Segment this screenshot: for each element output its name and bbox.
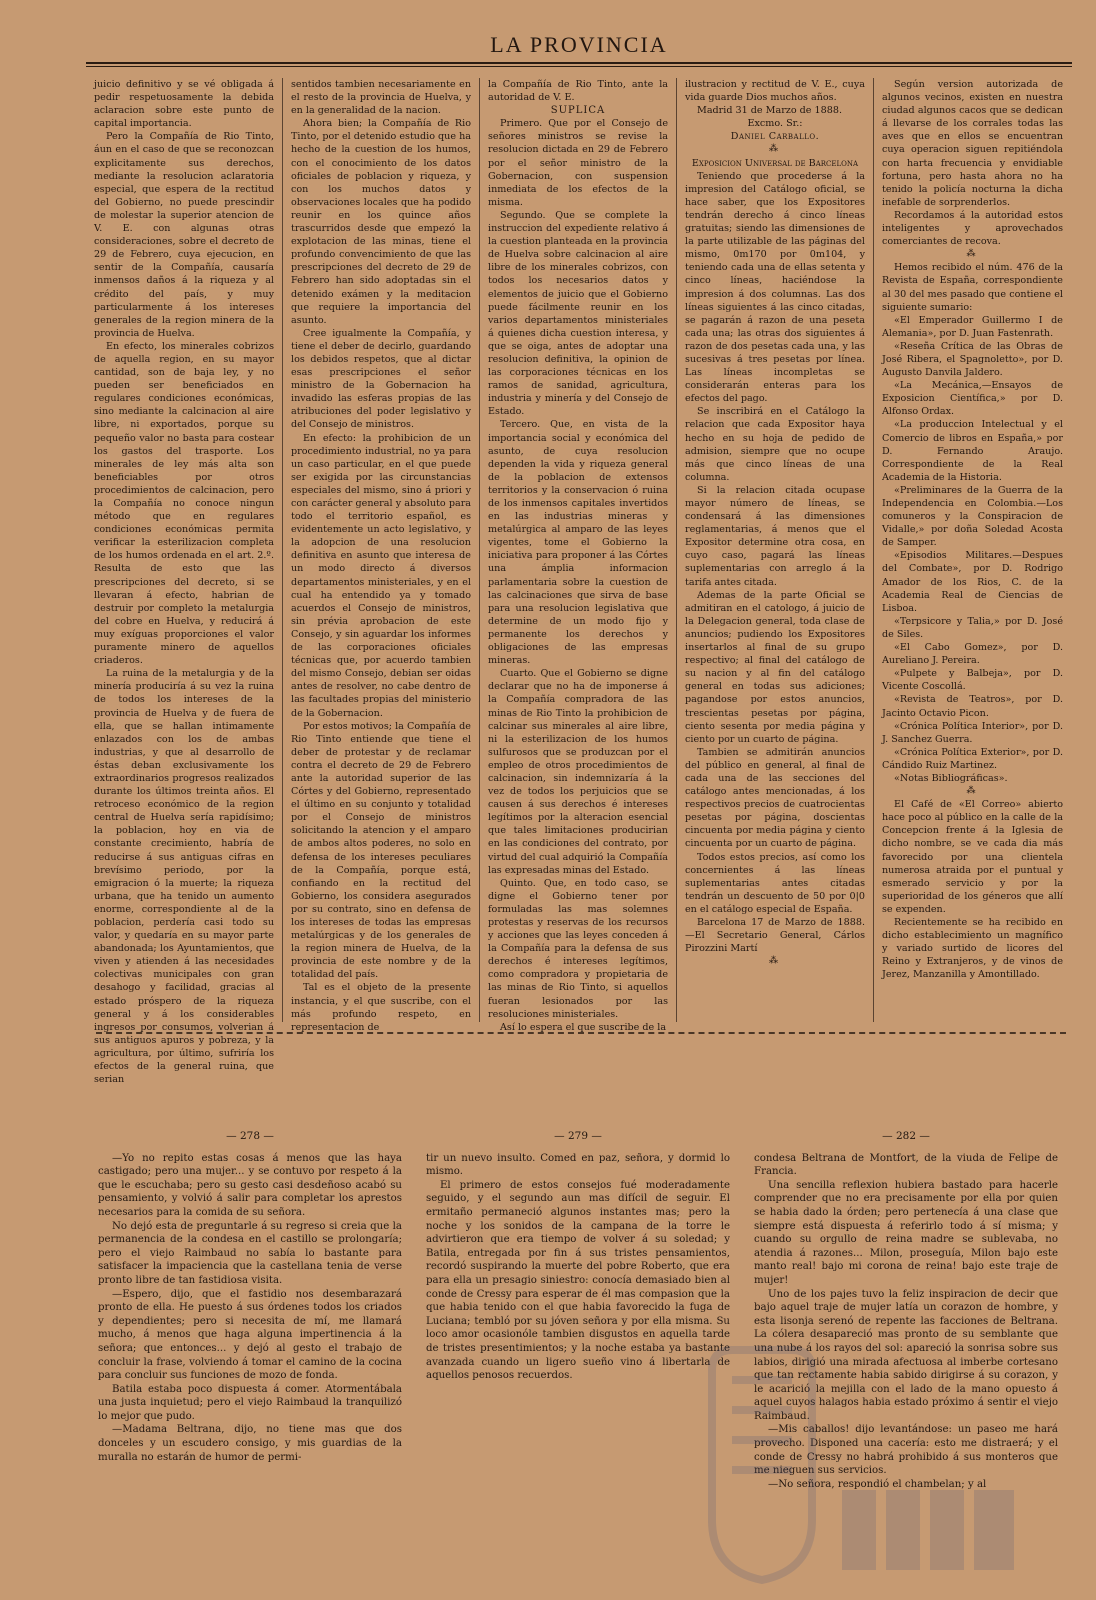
paragraph: Todos estos precios, así como los concernientes á las líneas suplementarias antes citadas tendrán un descuento de 50 por 0|0 en el catálogo especial de España.	[685, 851, 865, 915]
page-number: — 278 —	[226, 1130, 274, 1142]
list-item: «Terpsicore y Talia,» por D. José de Siles.	[882, 615, 1063, 640]
paragraph: Ademas de la parte Oficial se admitiran en el catologo, á juicio de la Delegacion general, toda clase de anuncios; pudiendo los Expositores insertarlos al final de su grupo respectivo; al final del catálogo de su nacion y al fin del catálogo general en todas sus adiciones; pagandose por estos anuncios, trescientas pesetas por página, ciento sesenta por media página y ciento por un cuarto de página.	[685, 589, 865, 745]
paragraph: Si la relacion citada ocupase mayor número de líneas, se condensará á las dimensiones reglamentarias, á menos que el Expositor determine otra cosa, en cuyo caso, pagará las líneas suplementarias con arreglo á la tarifa antes citada.	[685, 484, 865, 588]
salutation: Excmo. Sr.:	[747, 118, 803, 130]
column-2	[283, 78, 480, 1033]
masthead	[86, 30, 1072, 66]
paragraph: —Mis caballos! dijo levantándose: un paseo me hará provecho. Disponed una cacería: esto me distraerá; y el conde de Cressy no habrá prohibido á sus monteros que me nieguen sus servicios.	[754, 1424, 1058, 1477]
paragraph: Recientemente se ha recibido en dicho establecimiento un magnífico y variado surtido de licores del Reino y Extranjeros, y de vinos de Jerez, Manzanilla y Amontillado.	[882, 917, 1063, 981]
paragraph: En efecto, los minerales cobrizos de aquella region, en su mayor cantidad, son de baja ley, y no pueden ser beneficiados en regulares condiciones económicas, sino mediante la calcinacion al aire libre, ni exportados, porque su pequeño valor no basta para costear los gastos del trasporte. Los minerales de ley más alta son beneficiables por otros procedimientos de calcinacion, pero la Compañía no conoce ningun método que en regulares condiciones económicas permita verificar la esterilizacion completa de los humos ordenada en el art. 2.º. Resulta de esto que las prescripciones del decreto, si se llevaran á efecto, habrian de destruir por completo la metalurgia del cobre en Huelva, y reducirá á muy exíguas proporciones el valor puramente minero de aquellos criaderos.	[94, 340, 274, 667]
newspaper-title: LA PROVINCIA	[490, 32, 668, 57]
list-item: «El Emperador Guillermo I de Alemania», por D. Juan Fastenrath.	[882, 314, 1063, 339]
paragraph: Recordamos á la autoridad estos inteligentes y aprovechados comerciantes de recova.	[882, 209, 1063, 248]
paragraph: ilustracion y rectitud de V. E., cuya vida guarde Dios muchos años.	[685, 79, 865, 104]
paragraph: condesa Beltrana de Montfort, de la viuda de Felipe de Francia.	[754, 1152, 1058, 1178]
paragraph: —Madama Beltrana, dijo, no tiene mas que dos donceles y un escudero consigo, y mis guardias de la muralla no estarán de humor de permi-	[98, 1424, 402, 1463]
page-number: — 282 —	[882, 1130, 930, 1142]
asterism: ⁂	[966, 249, 979, 260]
list-item: «Episodios Militares.—Despues del Combate», por D. Rodrigo Amador de los Rios, C. de la Academia Real de Ciencias de Lisboa.	[882, 550, 1063, 614]
masthead-rule-thin	[86, 66, 1072, 67]
section-heading-suplica: SUPLICA	[550, 105, 606, 117]
list-item: «Pulpete y Balbeja», por D. Vicente Coscollá.	[882, 668, 1063, 693]
paragraph: sentidos tambien necesariamente en el resto de la provincia de Huelva, y en la generalidad de la nacion.	[291, 79, 471, 117]
page-number: — 279 —	[554, 1130, 602, 1142]
list-item: «Revista de Teatros», por D. Jacinto Octavio Picon.	[882, 694, 1063, 719]
asterism: ⁂	[769, 956, 781, 967]
list-item: «El Cabo Gomez», por D. Aureliano J. Pereira.	[882, 642, 1063, 667]
paragraph: No dejó esta de preguntarle á su regreso si creia que la permanencia de la condesa en el castillo se prolongaría; pero el viejo Raimbaud no sabía lo bastante para satisfacer la impaciencia que la castellana tenia de verse pronto libre de tan fastidiosa visita.	[98, 1220, 402, 1286]
masthead-rule	[86, 62, 1072, 64]
column-4	[677, 78, 874, 1022]
paragraph: Tercero. Que, en vista de la importancia social y económica del asunto, de cuya resolucion dependen la vida y riqueza general de la poblacion de extensos territorios y la conservacion ó ruina de los inmensos capitales invertidos en las industrias mineras y metalúrgica al amparo de las leyes vigentes, tome el Gobierno la iniciativa para proponer á las Córtes una ámplia informacion parlamentaria sobre la cuestion de las calcinaciones que sirva de base para una resolucion legislativa que determine de un modo fijo y permanente los derechos y obligaciones de las empresas mineras.	[488, 419, 668, 667]
paragraph: la Compañía de Rio Tinto, ante la autoridad de V. E.	[488, 79, 668, 104]
paragraph: En efecto: la prohibicion de un procedimiento industrial, no ya para un caso particular, en el que puede ser exigida por las circunstancias especiales del mismo, sino á priori y con carácter general y absoluto para todo el territorio español, es evidentemente un acto legislativo, y la adopcion de una resolucion definitiva en asunto que interesa de un modo directo á diversos departamentos ministeriales, y en el cual ha entendido ya y tomado acuerdos el Consejo de ministros, sin prévia aprobacion de este Consejo, y sin aguardar los informes de las corporaciones oficiales técnicas que, por acuerdo tambien del mismo Consejo, debian ser oidas antes de resolver, no cabe dentro de las facultades propias del ministerio de la Gobernacion.	[291, 432, 471, 719]
paragraph: El primero de estos consejos fué moderadamente seguido, y el segundo aun mas difícil de seguir. El ermitaño permaneció algunos instantes mas; pero la noche y los sonidos de la campana de la torre le advirtieron que era tiempo de volver á su soledad; y Batila, entregada por fin á sus tristes pensamientos, recordó suspirando la muerte del pobre Roberto, que era para ella un presagio siniestro: conocía demasiado bien al conde de Cressy para esperar de él mas compasion que la que habia tenido con el que habia favorecido la fuga de Luciana; tembló por su jóven señora y por ella misma. Su loco amor ocasionóle tambien disgustos en aquella tarde de tristes presentimientos; y la noche estaba ya bastante avanzada cuando un ligero sueño vino á libertarla de aquellos penosos recuerdos.	[426, 1179, 730, 1382]
paragraph: Teniendo que procederse á la impresion del Catálogo oficial, se hace saber, que los Expositores tendrán derecho á cinco líneas gratuitas; siendo las dimensiones de la parte utilizable de las páginas del mismo, 0m170 por 0m104, y teniendo cada una de ellas setenta y cinco líneas, haciéndose la impresion á dos columnas. Las dos líneas siguientes á las cinco citadas, se pagarán á razon de una peseta cada una; las otras dos siguientes á razon de dos pesetas cada una, y las sucesivas á tres pesetas por línea. Las líneas incompletas se considerarán enteras para los efectos del pago.	[685, 170, 865, 405]
paragraph: —Espero, dijo, que el fastidio nos desembarazará pronto de ella. He puesto á sus órdenes todos los criados y dependientes; pero si necesita de mí, me llamará mucho, á menos que haga alguna impertinencia á la señora; que entonces... y dejó al gesto el trabajo de concluir la frase, volviendo á tomar el camino de la cocina para concluir sus funciones de mozo de fonda.	[98, 1288, 402, 1382]
signature: Daniel Carballo.	[730, 131, 820, 143]
paragraph: Según version autorizada de algunos vecinos, existen en nuestra ciudad algunos cacos que se dedican á llevarse de los corrales todas las aves que en ellos se encuentran cuya operacion siguen repitiéndola con harta frecuencia y envidiable fortuna, pero hasta ahora no ha tenido la policía nocturna la dicha inefable de sorprenderlos.	[882, 79, 1063, 208]
column-1	[86, 78, 283, 1086]
paragraph: —Yo no repito estas cosas á menos que las haya castigado; pero una mujer... y se contuvo por respeto á la que le escuchaba; pero su gesto casi desdeñoso acabó su pensamiento, y volvió á salir para completar los aprestos necesarios para la comida de su señora.	[98, 1152, 402, 1218]
paragraph: Cuarto. Que el Gobierno se digne declarar que no ha de imponerse á la Compañía compradora de las minas de Rio Tinto la prohibicion de calcinar sus minerales al aire libre, ni la esterilizacion de los humos sulfurosos que se produzcan por el empleo de otros procedimientos de calcinacion, sin indemnizaría á la vez de todos los perjuicios que se causen á sus derechos é intereses legítimos por la alteracion esencial que tales limitaciones producirian en las condiciones del contrato, por virtud del cual adquirió la Compañía las expresadas minas del Estado.	[488, 668, 668, 876]
paragraph: Pero la Compañía de Rio Tinto, áun en el caso de que se reconozcan explicitamente sus derechos, mediante la resolucion aclaratoria especial, que espera de la rectitud del Gobierno, no puede prescindir de molestar la superior atencion de V. E. con algunas otras consideraciones, sobre el decreto de 29 de Febrero, cuya ejecucion, en sentir de la Compañía, causaría inmensos daños á la riqueza y al crédito del país, y muy particularmente á los intereses generales de la region minera de la provincia de Huelva.	[94, 131, 274, 339]
paragraph: Tal es el objeto de la presente instancia, y el que suscribe, con el más profundo respeto, en representacion de	[291, 982, 471, 1033]
list-item: «La produccion Intelectual y el Comercio de libros en España,» por D. Fernando Araujo. Correspondiente de la Real Academia de la Historia.	[882, 419, 1063, 483]
dateline: Madrid 31 de Marzo de 1888.	[697, 105, 842, 117]
top-columns	[86, 78, 1072, 1086]
paragraph: Quinto. Que, en todo caso, se digne el Gobierno tener por formuladas las mas solemnes protestas y reservas de los recursos y acciones que las leyes conceden á la Compañía para la defensa de sus derechos é intereses legítimos, como compradora y propietaria de las minas de Rio Tinto, si aquellos fueran lesionados por las resoluciones ministeriales.	[488, 877, 668, 1020]
paragraph: Ahora bien; la Compañía de Rio Tinto, por el detenido estudio que ha hecho de la cuestion de los humos, con el conocimiento de los datos oficiales de poblacion y riqueza, y con los muchos datos y observaciones locales que ha podido reunir en los quince años trascurridos desde que empezó la explotacion de las minas, tiene el profundo convencimiento de que las prescripciones del decreto de 29 de Febrero han sido adoptadas sin el detenido exámen y la meditacion que requiere la importancia del asunto.	[291, 118, 471, 326]
list-item: «La Mecánica,—Ensayos de Exposicion Científica,» por D. Alfonso Ordax.	[882, 380, 1063, 418]
paragraph: Primero. Que por el Consejo de señores ministros se revise la resolucion dictada en 29 de Febrero por el señor ministro de la Gobernacion, con suspension inmediata de los efectos de la misma.	[488, 118, 668, 208]
list-item: «Notas Bibliográficas».	[894, 772, 1008, 784]
paragraph: Tambien se admitirán anuncios del público en general, al final de cada una de las secciones del catálogo antes mencionadas, á los respectivos precios de cuatrocientas pesetas por página, doscientas cincuenta por media página y ciento cincuenta por un cuarto de página.	[685, 746, 865, 850]
asterism: ⁂	[966, 786, 979, 797]
paragraph: Batila estaba poco dispuesta á comer. Atormentábala una justa inquietud; pero el viejo Raimbaud la tranquilizó lo mejor que pudo.	[98, 1383, 402, 1422]
paragraph: Barcelona 17 de Marzo de 1888.—El Secretario General, Cárlos Pirozzini Martí	[685, 917, 865, 955]
paragraph: El Café de «El Correo» abierto hace poco al público en la calle de la Concepcion frente á la Iglesia de dicho nombre, se ve cada dia más favorecido por una clientela numerosa atraida por el puntual y esmerado servicio y por la superioridad de los géneros que allí se expenden.	[882, 799, 1063, 915]
paragraph: tir un nuevo insulto. Comed en paz, señora, y dormid lo mismo.	[426, 1152, 730, 1178]
paragraph: —No señora, respondió el chambelan; y al	[768, 1478, 987, 1490]
list-item: «Reseña Crítica de las Obras de José Ribera, el Spagnoletto», por D. Augusto Danvila Jaldero.	[882, 340, 1063, 379]
paragraph: juicio definitivo y se vé obligada á pedir respetuosamente la debida aclaracion sobre este punto de capital importancia.	[94, 79, 274, 130]
paragraph: La ruina de la metalurgia y de la minería produciría á su vez la ruina de todos los intereses de la provincia de Huelva y de fuera de ella, que se hallan intimamente enlazados con los de ambas industrias, y que al desarrollo de éstas deban exclusivamente los extraordinarios progresos realizados durante los últimos treinta años. El retroceso económico de la region central de Huelva sería rapidísimo; la poblacion, hoy en via de constante crecimiento, habría de reducirse á sus antiguas cifras en brevísimo periodo, por la emigracion ó la muerte; la riqueza urbana, que ha tenido un aumento enorme, correspondiente al de la poblacion, perdería casi todo su valor, y quedaría en su mayor parte abandonada; los Ayuntamientos, que viven y atienden á las necesidades colectivas municipales con gran desahogo y facilidad, gracias al estado próspero de la riqueza general y á los considerables ingresos por consumos, volverian á sus antiguos apuros y pobreza, y la agricultura, por último, sufriría los efectos de la general ruina, que serian	[94, 668, 274, 1086]
asterism: ⁂	[769, 144, 781, 155]
list-item: «Crónica Política Exterior», por D. Cándido Ruiz Martinez.	[882, 746, 1063, 771]
paragraph: Uno de los pajes tuvo la feliz inspiracion de decir que bajo aquel traje de mujer latía un corazon de hombre, y esta lisonja serenó de repente las facciones de Beltrana. La cólera desapareció mas pronto de su semblante que una nube á los rayos del sol: apareció la sonrisa sobre sus labios, dirigió una mirada afectuosa al imberbe cortesano que tan rectamente habia sabido dirigirse á su corazon, y le acarició la mejilla con el lado de la mano opuesto á aquel cuyos halagos habia estado próximo á sentir el viejo Raimbaud.	[754, 1288, 1058, 1422]
folletin-page-278	[86, 1130, 414, 1580]
list-item: «Preliminares de la Guerra de la Independencia en Colombia.—Los comuneros y la Conspiracion de Vidalle,» por doña Soledad Acosta de Samper.	[882, 484, 1063, 549]
paragraph: Por estos motivos; la Compañía de Rio Tinto entiende que tiene el deber de protestar y de reclamar contra el decreto de 29 de Febrero ante la autoridad superior de las Córtes y del Gobierno, representado el último en su conjunto y totalidad por el Consejo de ministros solicitando la atencion y el amparo de ambos altos poderes, no solo en defensa de los intereses peculiares de la Compañía, porque está, confiando en la rectitud del Gobierno, los considera asegurados por su contrato, sino en defensa de los intereses de todas las empresas metalúrgicas y de los generales de la region minera de Huelva, de la provincia de este nombre y de la totalidad del país.	[291, 720, 471, 981]
list-item: «Crónica Política Interior», por D. J. Sanchez Guerra.	[882, 720, 1063, 745]
paragraph: Se inscribirá en el Catálogo la relacion que cada Expositor haya hecho en su hoja de pedido de admision, siempre que no ocupe más que cinco líneas de una columna.	[685, 406, 865, 483]
library-watermark-icon	[672, 1340, 1032, 1590]
paragraph: Hemos recibido el núm. 476 de la Revista de España, correspondiente al 30 del mes pasado que contiene el siguiente sumario:	[882, 262, 1063, 313]
paragraph: Una sencilla reflexion hubiera bastado para hacerle comprender que no era precisamente por ella por quien se habia dado la órden; pero pertenecía á una clase que siempre está dispuesta á referirlo todo á sí misma; y cuando su orgullo de reina madre se sublevaba, no atendia á razones... Milon, proseguía, Milon bajo este manto real! bajo mi corona de reina! bajo este traje de mujer!	[754, 1179, 1058, 1286]
paragraph: Así lo espera el que suscribe de la	[500, 1021, 667, 1033]
column-5	[874, 78, 1071, 1022]
column-3	[480, 78, 677, 1033]
section-heading-exposicion: Exposicion Universal de Barcelona	[691, 157, 859, 169]
paragraph: Cree igualmente la Compañía, y tiene el deber de decirlo, guardando los debidos respetos, que al dictar esas prescripciones el señor ministro de la Gobernacion ha invadido las esferas propias de las atribuciones del poder legislativo y del Consejo de ministros.	[291, 327, 471, 431]
folletin-divider	[96, 1032, 1066, 1034]
paragraph: Segundo. Que se complete la instruccion del expediente relativo á la cuestion planteada en la provincia de Huelva sobre calcinacion al aire libre de los minerales cobrizos, con todos los necesarios datos y elementos de juicio que el Gobierno puede fácilmente reunir en los varios departamentos ministeriales á quienes dicha cuestion interesa, y que se oiga, antes de adoptar una resolucion definitiva, la opinion de las corporaciones técnicas en los ramos de sanidad, agricultura, industria y minería y del Consejo de Estado.	[488, 209, 668, 418]
